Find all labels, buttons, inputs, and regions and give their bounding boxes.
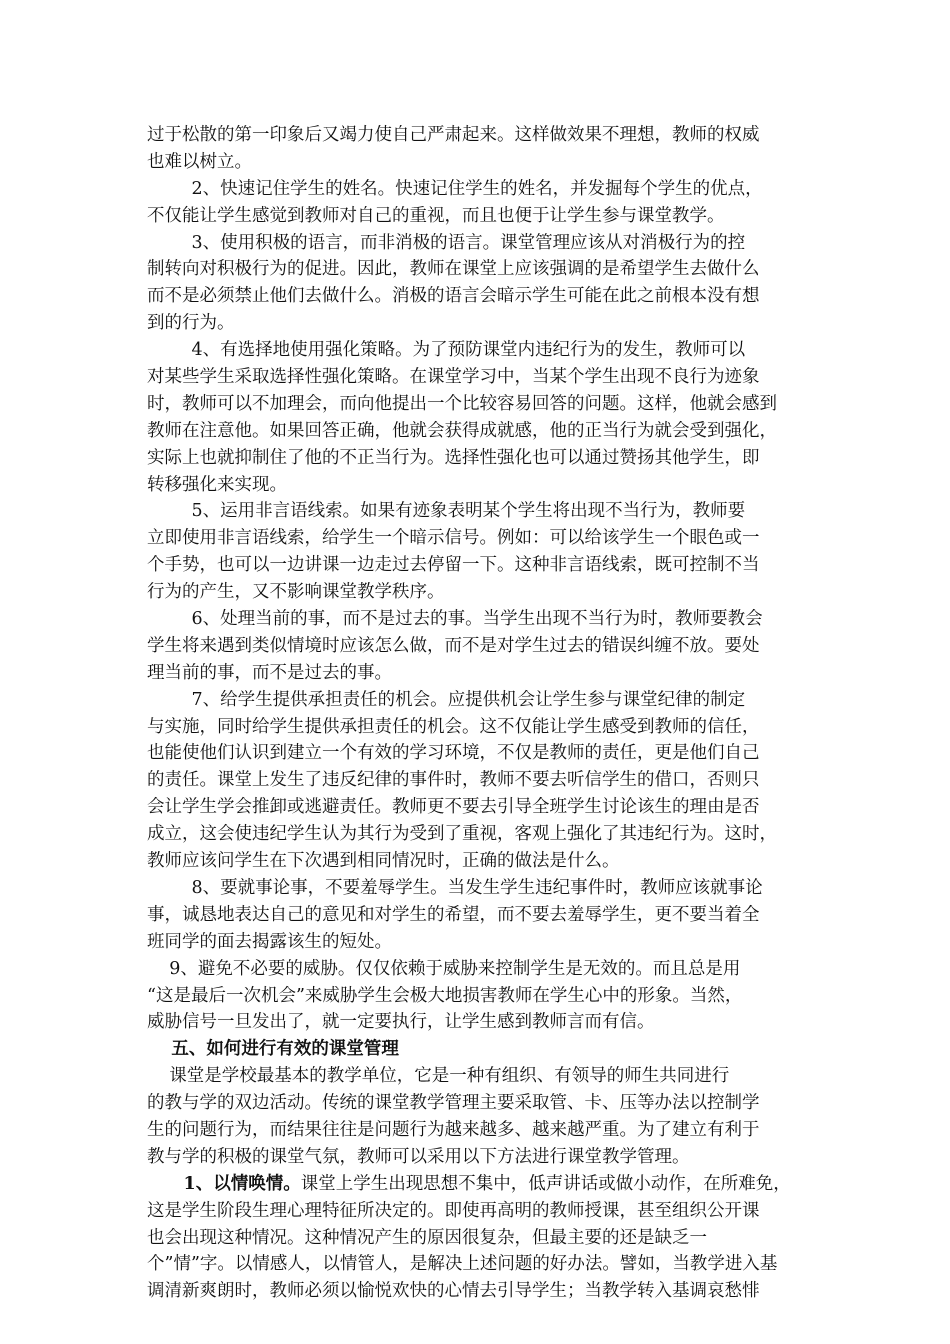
text-line: 过于松散的第一印象后又竭力使自己严肃起来。这样做效果不理想，教师的权威 (147, 125, 760, 145)
text-line: 威胁信号一旦发出了，就一定要执行，让学生感到教师言而有信。 (147, 1012, 655, 1033)
text-line: 立即使用非言语线索，给学生一个暗示信号。例如：可以给该学生一个眼色或一 (147, 528, 760, 549)
document-page (147, 122, 813, 1305)
text-line: 而不是必须禁止他们去做什么。消极的语言会暗示学生可能在此之前根本没有想 (147, 286, 760, 307)
text-line: 理当前的事，而不是过去的事。 (147, 662, 392, 683)
text-line: 的教与学的双边活动。传统的课堂教学管理主要采取管、卡、压等办法以控制学 (147, 1093, 760, 1114)
text-line: 8、要就事论事，不要羞辱学生。当发生学生违纪事件时，教师应该就事论 (147, 877, 763, 898)
text-line: 教师在注意他。如果回答正确，他就会获得成就感，他的正当行为就会受到强化， (147, 420, 777, 441)
text-line: 事，诚恳地表达自己的意见和对学生的希望，而不要去羞辱学生，更不要当着全 (147, 904, 760, 925)
text-line: 会让学生学会推卸或逃避责任。教师更不要去引导全班学生讨论该生的理由是否 (147, 797, 760, 818)
text-line: 4、有选择地使用强化策略。为了预防课堂内违纪行为的发生，教师可以 (147, 340, 746, 361)
text-line: 与实施，同时给学生提供承担责任的机会。这不仅能让学生感受到教师的信任， (147, 716, 760, 737)
text-line: 7、给学生提供承担责任的机会。应提供机会让学生参与课堂纪律的制定 (147, 689, 746, 710)
paragraph-item-6 (147, 606, 813, 687)
text-line: 教与学的积极的课堂气氛，教师可以采用以下方法进行课堂教学管理。 (147, 1146, 690, 1167)
text-line: 的责任。课堂上发生了违反纪律的事件时，教师不要去听信学生的借口，否则只 (147, 770, 760, 791)
text-line: 制转向对积极行为的促进。因此，教师在课堂上应该强调的是希望学生去做什么 (147, 259, 760, 280)
paragraph-item-4 (147, 337, 813, 498)
paragraph-item-5 (147, 498, 813, 606)
bold-lead-text: 1、以情唤情。 (147, 1173, 301, 1194)
text-line: 班同学的面去揭露该生的短处。 (147, 931, 392, 952)
paragraph-intro-tail (147, 122, 813, 176)
first-line-rest: 课堂上学生出现思想不集中，低声讲话或做小动作，在所难免， (300, 1173, 791, 1194)
text-line: 时，教师可以不加理会，而向他提出一个比较容易回答的问题。这样，他就会感到 (147, 393, 777, 414)
paragraph-item-9 (147, 956, 813, 1037)
paragraph-item-3 (147, 230, 813, 338)
paragraph-section5-intro (147, 1063, 813, 1171)
section-heading: 五、如何进行有效的课堂管理 (147, 1039, 399, 1060)
text-line: 教师应该问学生在下次遇到相同情况时，正确的做法是什么。 (147, 851, 620, 872)
text-line: 3、使用积极的语言，而非消极的语言。课堂管理应该从对消极行为的控 (147, 232, 746, 253)
paragraph-item-2 (147, 176, 813, 230)
text-line: 课堂是学校最基本的教学单位，它是一种有组织、有领导的师生共同进行 (147, 1066, 730, 1087)
text-line: 也难以树立。 (147, 151, 252, 172)
text-line: 这是学生阶段生理心理特征所决定的。即使再高明的教师授课，甚至组织公开课 (147, 1200, 760, 1221)
text-line: 学生将来遇到类似情境时应该怎么做，而不是对学生过去的错误纠缠不放。要处 (147, 635, 760, 656)
paragraph-section5-item1 (147, 1171, 813, 1305)
text-line: 实际上也就抑制住了他的不正当行为。选择性强化也可以通过赞扬其他学生，即 (147, 447, 760, 468)
text-line: 调清新爽朗时，教师必须以愉悦欢快的心情去引导学生；当教学转入基调哀愁悱 (147, 1281, 760, 1302)
text-line: 转移强化来实现。 (147, 474, 287, 495)
text-line: 不仅能让学生感觉到教师对自己的重视，而且也便于让学生参与课堂教学。 (147, 205, 725, 226)
text-line: 到的行为。 (147, 313, 235, 334)
text-line: 9、避免不必要的威胁。仅仅依赖于威胁来控制学生是无效的。而且总是用 (147, 958, 741, 979)
text-line: 也会出现这种情况。这种情况产生的原因很复杂，但最主要的还是缺乏一 (147, 1227, 707, 1248)
paragraph-item-8 (147, 875, 813, 956)
text-line: 个手势，也可以一边讲课一边走过去停留一下。这种非言语线索，既可控制不当 (147, 555, 760, 576)
text-line: 生的问题行为，而结果往往是问题行为越来越多、越来越严重。为了建立有利于 (147, 1119, 760, 1140)
text-line-with-bold-lead (147, 1171, 813, 1198)
text-line: 个”情”字。以情感人，以情管人，是解决上述问题的好办法。譬如，当教学进入基 (147, 1254, 778, 1275)
text-line: 也能使他们认识到建立一个有效的学习环境，不仅是教师的责任，更是他们自己 (147, 743, 760, 764)
text-line: 行为的产生，又不影响课堂教学秩序。 (147, 582, 445, 603)
text-line: 6、处理当前的事，而不是过去的事。当学生出现不当行为时，教师要教会 (147, 609, 763, 630)
text-line: 2、快速记住学生的姓名。快速记住学生的姓名，并发掘每个学生的优点， (147, 178, 763, 199)
paragraph-item-7 (147, 687, 813, 875)
text-line: 5、运用非言语线索。如果有迹象表明某个学生将出现不当行为，教师要 (147, 501, 746, 522)
text-line: “这是最后一次机会”来威胁学生会极大地损害教师在学生心中的形象。当然， (147, 985, 743, 1006)
text-line: 对某些学生采取选择性强化策略。在课堂学习中，当某个学生出现不良行为迹象 (147, 367, 760, 388)
text-line: 成立，这会使违纪学生认为其行为受到了重视，客观上强化了其违纪行为。这时， (147, 824, 777, 845)
